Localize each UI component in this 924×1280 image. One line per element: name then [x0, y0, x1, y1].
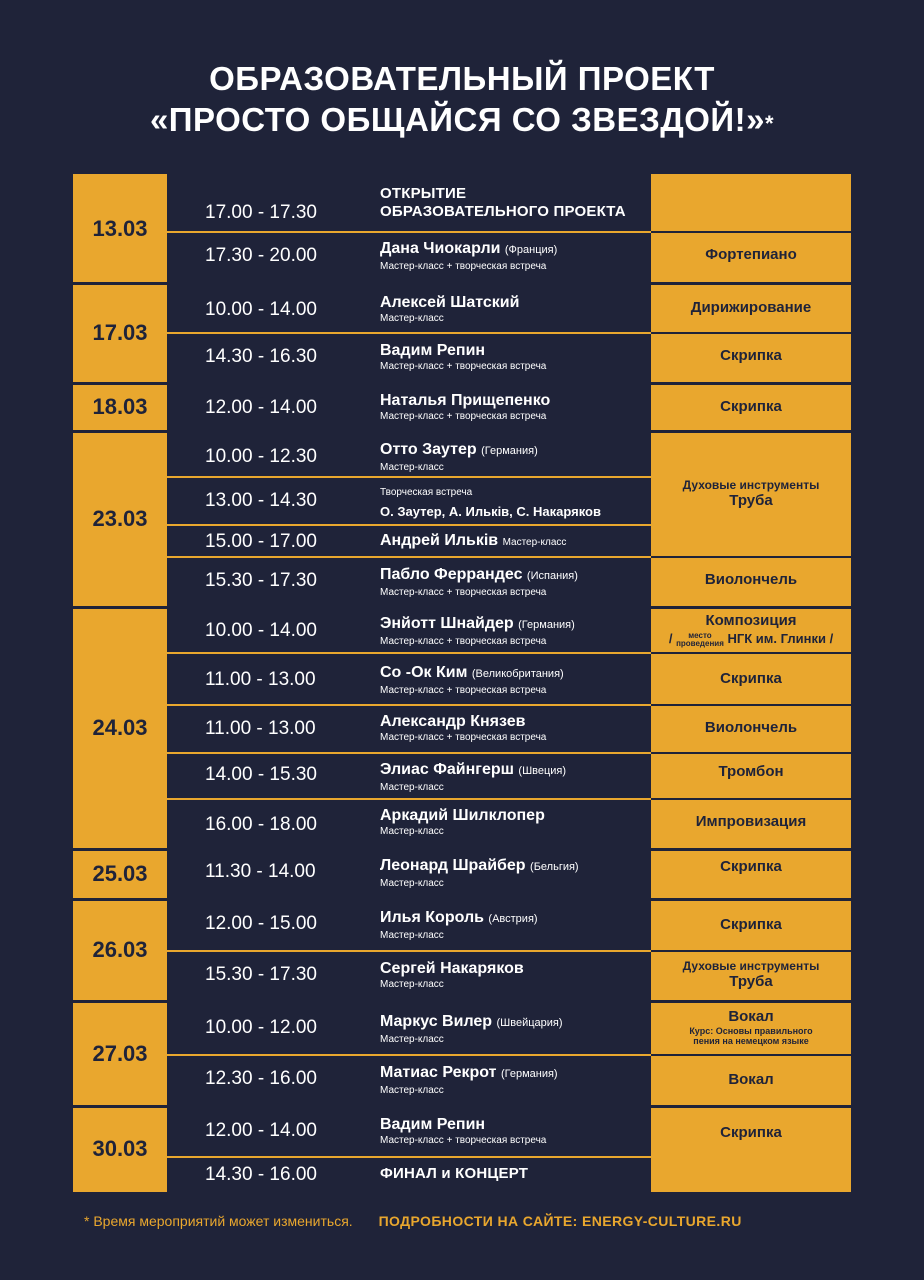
instrument-divider [651, 704, 851, 706]
date-cell: 23.03 [92, 506, 148, 531]
event-type: Мастер-класс [502, 537, 567, 548]
time-slot: 10.00 - 14.00 [205, 299, 317, 320]
venue-tiny-2: проведения [676, 638, 724, 648]
instrument-name: Виолончель [704, 719, 798, 736]
instrument-name: Композиция [705, 612, 797, 629]
venue-tiny-1: место [688, 630, 712, 640]
time-slot: 15.00 - 17.00 [205, 531, 317, 552]
performer-country: (Австрия) [488, 913, 538, 925]
event-info [380, 712, 648, 744]
date-cell: 18.03 [92, 394, 148, 419]
performer-name: Сергей Накаряков [380, 960, 524, 977]
footer-note: * Время мероприятий может измениться. [84, 1213, 353, 1229]
performer-name [380, 663, 648, 684]
performer-name-text: Андрей Ильків [380, 532, 499, 549]
event-info [380, 1012, 648, 1046]
page-title [0, 58, 924, 140]
event-type: Мастер-класс + творческая встреча [380, 587, 547, 598]
schedule-row [167, 1003, 651, 1054]
performer-name-text: Со -Ок Ким [380, 664, 468, 681]
title-line-2 [0, 99, 924, 140]
instrument-label [651, 719, 851, 737]
performer-country: (Германия) [481, 445, 538, 457]
performer-country: (Швеция) [518, 765, 567, 777]
instrument-name: Вокал [728, 1008, 774, 1025]
event-type: Мастер-класс + творческая встреча [380, 1135, 547, 1146]
title-asterisk: * [765, 111, 775, 136]
event-info [380, 1165, 648, 1183]
schedule-row [167, 233, 651, 282]
date-cell: 17.03 [92, 320, 148, 345]
performer-country: (Бельгия) [530, 861, 579, 873]
event-type: Мастер-класс [380, 826, 444, 837]
schedule-row [167, 1056, 651, 1105]
footer-website-link[interactable]: ПОДРОБНОСТИ НА САЙТЕ: ENERGY-CULTURE.RU [378, 1213, 742, 1229]
footer [84, 1213, 864, 1229]
instrument-name: Тромбон [718, 763, 784, 780]
instrument-divider [651, 332, 851, 334]
date-cell: 26.03 [92, 937, 148, 962]
event-type: Мастер-класс + творческая встреча [380, 636, 547, 647]
performer-country: (Великобритания) [471, 668, 564, 680]
time-slot: 14.30 - 16.00 [205, 1164, 317, 1185]
schedule-row [167, 901, 651, 950]
instrument-name: Вокал [728, 1071, 774, 1088]
schedule-row [167, 385, 651, 430]
performer-name [380, 531, 648, 552]
time-slot: 14.00 - 15.30 [205, 764, 317, 785]
event-info [380, 614, 648, 648]
course-note: Курс: Основы правильного [689, 1026, 813, 1036]
event-type: Мастер-класс + творческая встреча [380, 732, 547, 743]
event-title: ОТКРЫТИЕ [380, 185, 467, 202]
date-cell: 27.03 [92, 1040, 148, 1066]
instrument-name: Труба [729, 973, 773, 990]
instrument-name: Духовые инструменты [682, 959, 820, 973]
schedule-row [167, 174, 651, 231]
time-slot: 12.30 - 16.00 [205, 1068, 317, 1089]
instrument-name: Скрипка [720, 916, 782, 933]
instrument-name: Скрипка [720, 347, 782, 364]
performer-name [380, 1063, 648, 1084]
event-type: Мастер-класс + творческая встреча [380, 261, 547, 272]
instrument-divider [651, 1054, 851, 1056]
event-info [380, 293, 648, 325]
performer-name [380, 565, 648, 586]
instrument-label [651, 1071, 851, 1089]
event-info [380, 806, 648, 838]
time-slot: 12.00 - 14.00 [205, 397, 317, 418]
time-slot: 17.30 - 20.00 [205, 245, 317, 266]
venue-slash: / [668, 631, 673, 646]
time-slot: 17.00 - 17.30 [205, 202, 317, 223]
performer-country: (Франция) [504, 244, 558, 256]
performer-name: Александр Князев [380, 713, 526, 730]
instrument-label [651, 347, 851, 365]
instrument-label [651, 571, 851, 589]
event-title: ОБРАЗОВАТЕЛЬНОГО ПРОЕКТА [380, 203, 626, 220]
performer-name-text: Илья Король [380, 909, 484, 926]
time-slot: 14.30 - 16.30 [205, 346, 317, 367]
title-line-1: ОБРАЗОВАТЕЛЬНЫЙ ПРОЕКТ [209, 60, 715, 97]
performer-name-text: Маркус Вилер [380, 1013, 493, 1030]
event-type: Мастер-класс [380, 462, 444, 473]
performer-name [380, 1012, 648, 1033]
event-type: Творческая встреча [380, 487, 473, 498]
performer-name-text: Дана Чиокарли [380, 240, 501, 257]
performer-name: Наталья Прищепенко [380, 392, 551, 409]
instrument-label [651, 478, 851, 510]
time-slot: 10.00 - 12.00 [205, 1017, 317, 1038]
schedule-row [167, 609, 651, 652]
time-slot: 11.00 - 13.00 [205, 718, 316, 739]
event-info [380, 1115, 648, 1147]
performer-name-text: Энйотт Шнайдер [380, 615, 514, 632]
performer-country: (Испания) [526, 570, 578, 582]
event-type: Мастер-класс + творческая встреча [380, 361, 547, 372]
event-type: Мастер-класс [380, 313, 444, 324]
event-info [380, 760, 648, 794]
event-info [380, 908, 648, 942]
performer-name: Аркадий Шилклопер [380, 807, 545, 824]
instrument-label [651, 813, 851, 831]
instrument-name: Духовые инструменты [682, 478, 820, 492]
schedule-row [167, 334, 651, 382]
instrument-name: Скрипка [720, 1124, 782, 1141]
instrument-divider [651, 652, 851, 654]
instrument-name: Виолончель [704, 571, 798, 588]
event-info [380, 856, 648, 890]
event-info [380, 486, 648, 521]
event-info [380, 959, 648, 991]
schedule-row [167, 952, 651, 1000]
instrument-name: Скрипка [720, 858, 782, 875]
date-cell: 24.03 [92, 715, 148, 740]
instrument-label [651, 1124, 851, 1142]
performer-name [380, 760, 648, 781]
time-slot: 15.30 - 17.30 [205, 964, 317, 985]
time-slot: 12.00 - 14.00 [205, 1120, 317, 1141]
time-slot: 10.00 - 14.00 [205, 620, 317, 641]
event-type: Мастер-класс [380, 782, 444, 793]
instrument-divider [651, 556, 851, 558]
instrument-name: Труба [729, 492, 773, 509]
performer-country: (Германия) [518, 619, 575, 631]
instrument-label [651, 246, 851, 264]
schedule-row [167, 800, 651, 848]
time-slot: 13.00 - 14.30 [205, 490, 317, 511]
schedule-row [167, 1108, 651, 1156]
instrument-label [651, 1008, 851, 1046]
event-type: Мастер-класс [380, 930, 444, 941]
performer-name: Алексей Шатский [380, 294, 520, 311]
performer-name [380, 908, 648, 929]
event-info [380, 391, 648, 423]
instrument-name: Скрипка [720, 670, 782, 687]
venue-small [676, 632, 724, 648]
instrument-label [651, 299, 851, 317]
title-line-2-text: «ПРОСТО ОБЩАЙСЯ СО ЗВЕЗДОЙ!» [149, 101, 765, 138]
instrument-divider [651, 231, 851, 233]
event-type: Мастер-класс [380, 878, 444, 889]
instrument-label [651, 398, 851, 416]
performer-name [380, 856, 648, 877]
time-slot: 16.00 - 18.00 [205, 814, 317, 835]
event-info [380, 440, 648, 474]
event-info [380, 663, 648, 697]
date-cell: 13.03 [92, 215, 148, 241]
venue-name: НГК им. Глинки / [727, 631, 834, 646]
date-cell: 25.03 [92, 861, 148, 886]
schedule-row [167, 526, 651, 556]
event-info [380, 565, 648, 599]
time-slot: 11.00 - 13.00 [205, 669, 316, 690]
time-slot: 15.30 - 17.30 [205, 570, 317, 591]
performer-country: (Германия) [500, 1068, 558, 1080]
course-note: пения на немецком языке [693, 1036, 809, 1046]
performer-name-text: Леонард Шрайбер [380, 857, 526, 874]
schedule-table [73, 174, 851, 1192]
time-slot: 10.00 - 12.30 [205, 446, 317, 467]
event-info [380, 239, 648, 273]
schedule-row [167, 285, 651, 332]
time-slot: 12.00 - 15.00 [205, 913, 317, 934]
date-cell: 30.03 [92, 1136, 148, 1161]
event-type: Мастер-класс [380, 1034, 444, 1045]
time-slot: 11.30 - 14.00 [205, 861, 316, 882]
performer-name [380, 440, 648, 461]
event-info [380, 531, 648, 552]
performer-name [380, 239, 648, 260]
instrument-name: Фортепиано [705, 246, 797, 263]
venue-line [651, 630, 851, 648]
schedule-row [167, 754, 651, 798]
performer-names: О. Заутер, А. Ильків, С. Накаряков [380, 504, 601, 519]
instrument-name: Дирижирование [690, 299, 812, 316]
instrument-label [651, 959, 851, 991]
instrument-divider [651, 798, 851, 800]
schedule-row [167, 706, 651, 752]
performer-name [380, 614, 648, 635]
instrument-divider [651, 950, 851, 952]
instrument-label [651, 858, 851, 876]
event-info [380, 341, 648, 373]
performer-name-text: Элиас Файнгерш [380, 761, 514, 778]
schedule-row [167, 654, 651, 704]
instrument-name: Скрипка [720, 398, 782, 415]
event-type: Мастер-класс [380, 1085, 444, 1096]
schedule-row [167, 558, 651, 606]
instrument-label [651, 916, 851, 934]
performer-name-text: Отто Заутер [380, 441, 477, 458]
performer-name: Вадим Репин [380, 1116, 486, 1133]
schedule-row [167, 433, 651, 476]
instrument-label [651, 763, 851, 781]
instrument-label [651, 612, 851, 648]
event-type: Мастер-класс + творческая встреча [380, 411, 547, 422]
schedule-row [167, 851, 651, 898]
schedule-row [167, 1158, 651, 1192]
instrument-name: Импровизация [695, 813, 807, 830]
event-title: ФИНАЛ и КОНЦЕРТ [380, 1165, 529, 1182]
performer-name: Вадим Репин [380, 342, 486, 359]
event-type: Мастер-класс [380, 979, 444, 990]
performer-name-text: Матиас Рекрот [380, 1064, 497, 1081]
performer-name-text: Пабло Феррандес [380, 566, 523, 583]
performer-country: (Швейцария) [496, 1017, 563, 1029]
instrument-divider [651, 752, 851, 754]
schedule-row [167, 478, 651, 524]
event-info [380, 1063, 648, 1097]
event-type: Мастер-класс + творческая встреча [380, 685, 547, 696]
instrument-label [651, 670, 851, 688]
event-info [380, 185, 648, 221]
